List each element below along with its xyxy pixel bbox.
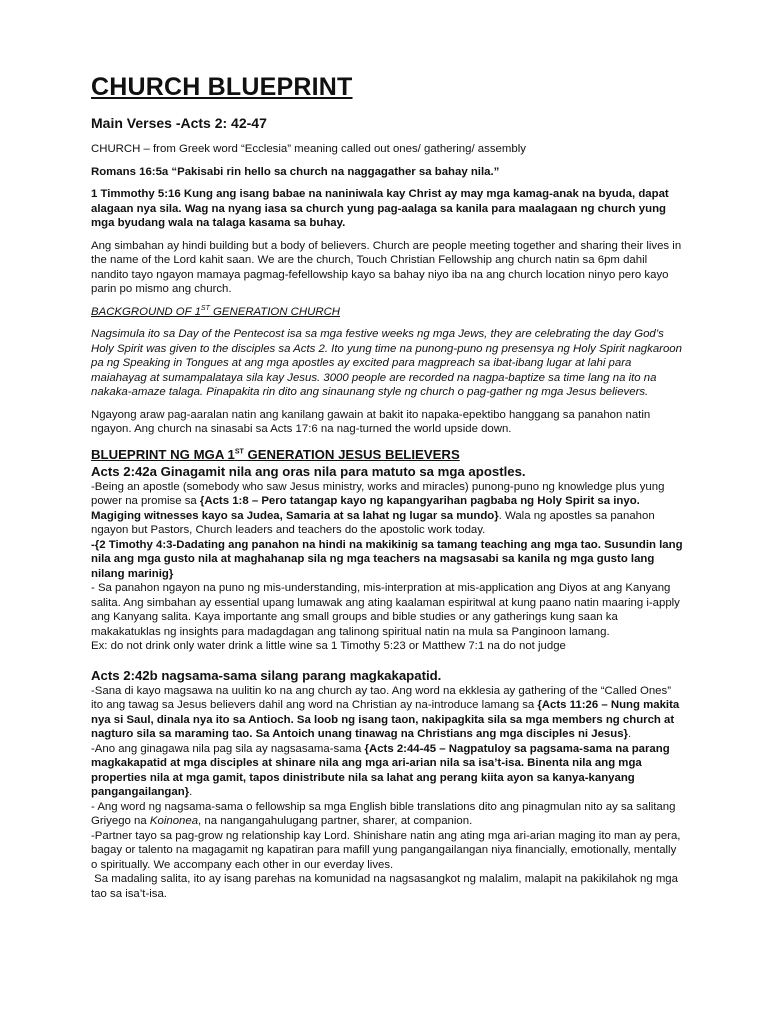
acts-242b-koinonea-paragraph: - Ang word ng nagsama-sama o fellowship sa mga English bible translations dito ang pinagmulan nito ay sa salitang Griyego na Koinonea, na nangangahulugang partner, sharer, at companion. — [91, 800, 676, 827]
romans-verse: Romans 16:5a “Pakisabi rin hello sa church na naggagather sa bahay nila.” — [91, 165, 500, 178]
acts-242a-heading: Acts 2:42a Ginagamit nila ang oras nila para matuto sa mga apostles. — [91, 463, 526, 479]
simbahan-paragraph: Ang simbahan ay hindi building but a body of believers. Church are people meeting together and sharing their lives in the name of the Lord kahit saan. We are the church, Touch Christian Fellowship ang church natin sa 6pm dahil nandito tayo ngayon mamaya pagmag-fefellowship kayo sa bahay niyo iba na ang church location ninyo pero kayo parin po mismo ang church. — [91, 239, 682, 295]
main-verses-heading: Main Verses -Acts 2: 42-47 — [91, 115, 267, 131]
page-title: CHURCH BLUEPRINT — [91, 73, 353, 101]
church-definition: CHURCH – from Greek word “Ecclesia” meaning called out ones/ gathering/ assembly — [91, 143, 526, 155]
background-heading: BACKGROUND OF 1ST GENERATION CHURCH — [91, 304, 341, 318]
acts-242a-example: Ex: do not drink only water drink a little wine sa 1 Timothy 5:23 or Matthew 7:1 na do not judge — [91, 640, 566, 652]
acts-242b-church-paragraph: -Sana di kayo magsawa na uulitin ko na ang church ay tao. Ang word na ekklesia ay gathering of the “Called Ones” ito ang tawag sa Jesus believers dahil ang word na Christian ay na-introduce lamang sa {Acts 11:26 – Nung makita nya si Saul, dinala nya ito sa Antioch. Sa loob ng isang taon, nakipagkita sila sa mga members ng church at nagturo sila sa maraming tao. Sa Antoich unang tinawag na Christians ang mga disciples ni Jesus}. — [91, 684, 680, 740]
acts-242a-timothy-paragraph: -{2 Timothy 4:3-Dadating ang panahon na hindi na makikinig sa tamang teaching ang mga tao. Susundin lang nila ang mga gusto nila at maghahanap sila ng mga teachers na magsasabi sa kanila ng mga gusto lang nilang marinig} — [91, 538, 683, 580]
acts-242b-summary-paragraph: Sa madaling salita, ito ay isang parehas na komunidad na nagsasangkot ng malalim, malapit na pakikilahok ng mga tao sa isa’t-isa. — [91, 873, 682, 900]
blueprint-heading: BLUEPRINT NG MGA 1ST GENERATION JESUS BELIEVERS — [91, 446, 460, 462]
acts-242a-panahon-paragraph: - Sa panahon ngayon na puno ng mis-understanding, mis-interpration at mis-application ang Diyos at ang Kanyang salita. Ang simbahan ay essential upang lumawak ang ating kaalaman espiritwal at kung paano natin maaring i-apply ang Kanyang salita. Kaya importante ang small groups and bible studies or any gatherings kung saan ka makakatuklas ng insights para madagdagan ang talinong spiritual natin na mula sa Panginoon lamang. — [91, 582, 680, 638]
timothy-verse: 1 Timmothy 5:16 Kung ang isang babae na naniniwala kay Christ ay may mga kamag-anak na byuda, dapat alagaan nya sila. Wag na nyang iasa sa church yung pag-aalaga sa kanila para maalagaan ng church yung mga byudang wala na talaga kasama sa buhay. — [91, 188, 669, 229]
acts-242b-ginagawa-paragraph: -Ano ang ginagawa nila pag sila ay nagsasama-sama {Acts 2:44-45 – Nagpatuloy sa pagsama-sama na parang magkakapatid at mga disciples at shinare nila ang mga ari-arian nila sa isa’t-isa. Binenta nila ang mga properties nila at mga gamit, tapos dinistribute nila sa lahat ang perang kiita ayon sa kanya-kanyang pangangailangan}. — [91, 742, 670, 798]
ngayong-paragraph: Ngayong araw pag-aaralan natin ang kanilang gawain at bakit ito napaka-epektibo hanggang sa panahon natin ngayon. Ang church na sinasabi sa Acts 17:6 na nag-turned the world upside down. — [91, 408, 651, 435]
pentecost-paragraph: Nagsimula ito sa Day of the Pentecost isa sa mga festive weeks ng mga Jews, they are celebrating the day God’s Holy Spirit was given to the disciples sa Acts 2. Ito yung time na punong-puno ng presensya ng Holy Spirit nagkaroon pa ng Speaking in Tongues at ang mga apostles ay excited para magpreach sa ibat-ibang lugar at lahi para maiahayag at sumampalataya sila kay Jesus. 3000 people are recorded na nagpa-baptize sa time lang na ito na nakaka-amaze talaga. Pinapakita rin dito ang sinaunang style ng church o pag-gather ng mga Jesus believers. — [91, 328, 682, 398]
acts-242a-apostle-paragraph: -Being an apostle (somebody who saw Jesus ministry, works and miracles) punong-puno ng knowledge plus yung power na promise sa {Acts 1:8 – Pero tatangap kayo ng kapangyarihan pagbaba ng Holy Spirit sa inyo. Magiging witnesses kayo sa Judea, Samaria at sa lahat ng lugar sa mundo}. Wala ng apostles sa panahon ngayon but Pastors, Church leaders and teachers do the apostolic work today. — [91, 480, 665, 536]
acts-242b-partner-paragraph: -Partner tayo sa pag-grow ng relationship kay Lord. Shinishare natin ang ating mga ari-arian maging ito man ay pera, bagay or talento na magagamit ng kapatiran para mafill yung pangangailangan niya financially, emotionally, mentally o spiritually. We accompany each other in our everday lives. — [91, 829, 681, 871]
document-page — [91, 72, 683, 901]
acts-242b-heading: Acts 2:42b nagsama-sama silang parang magkakapatid. — [91, 667, 442, 683]
